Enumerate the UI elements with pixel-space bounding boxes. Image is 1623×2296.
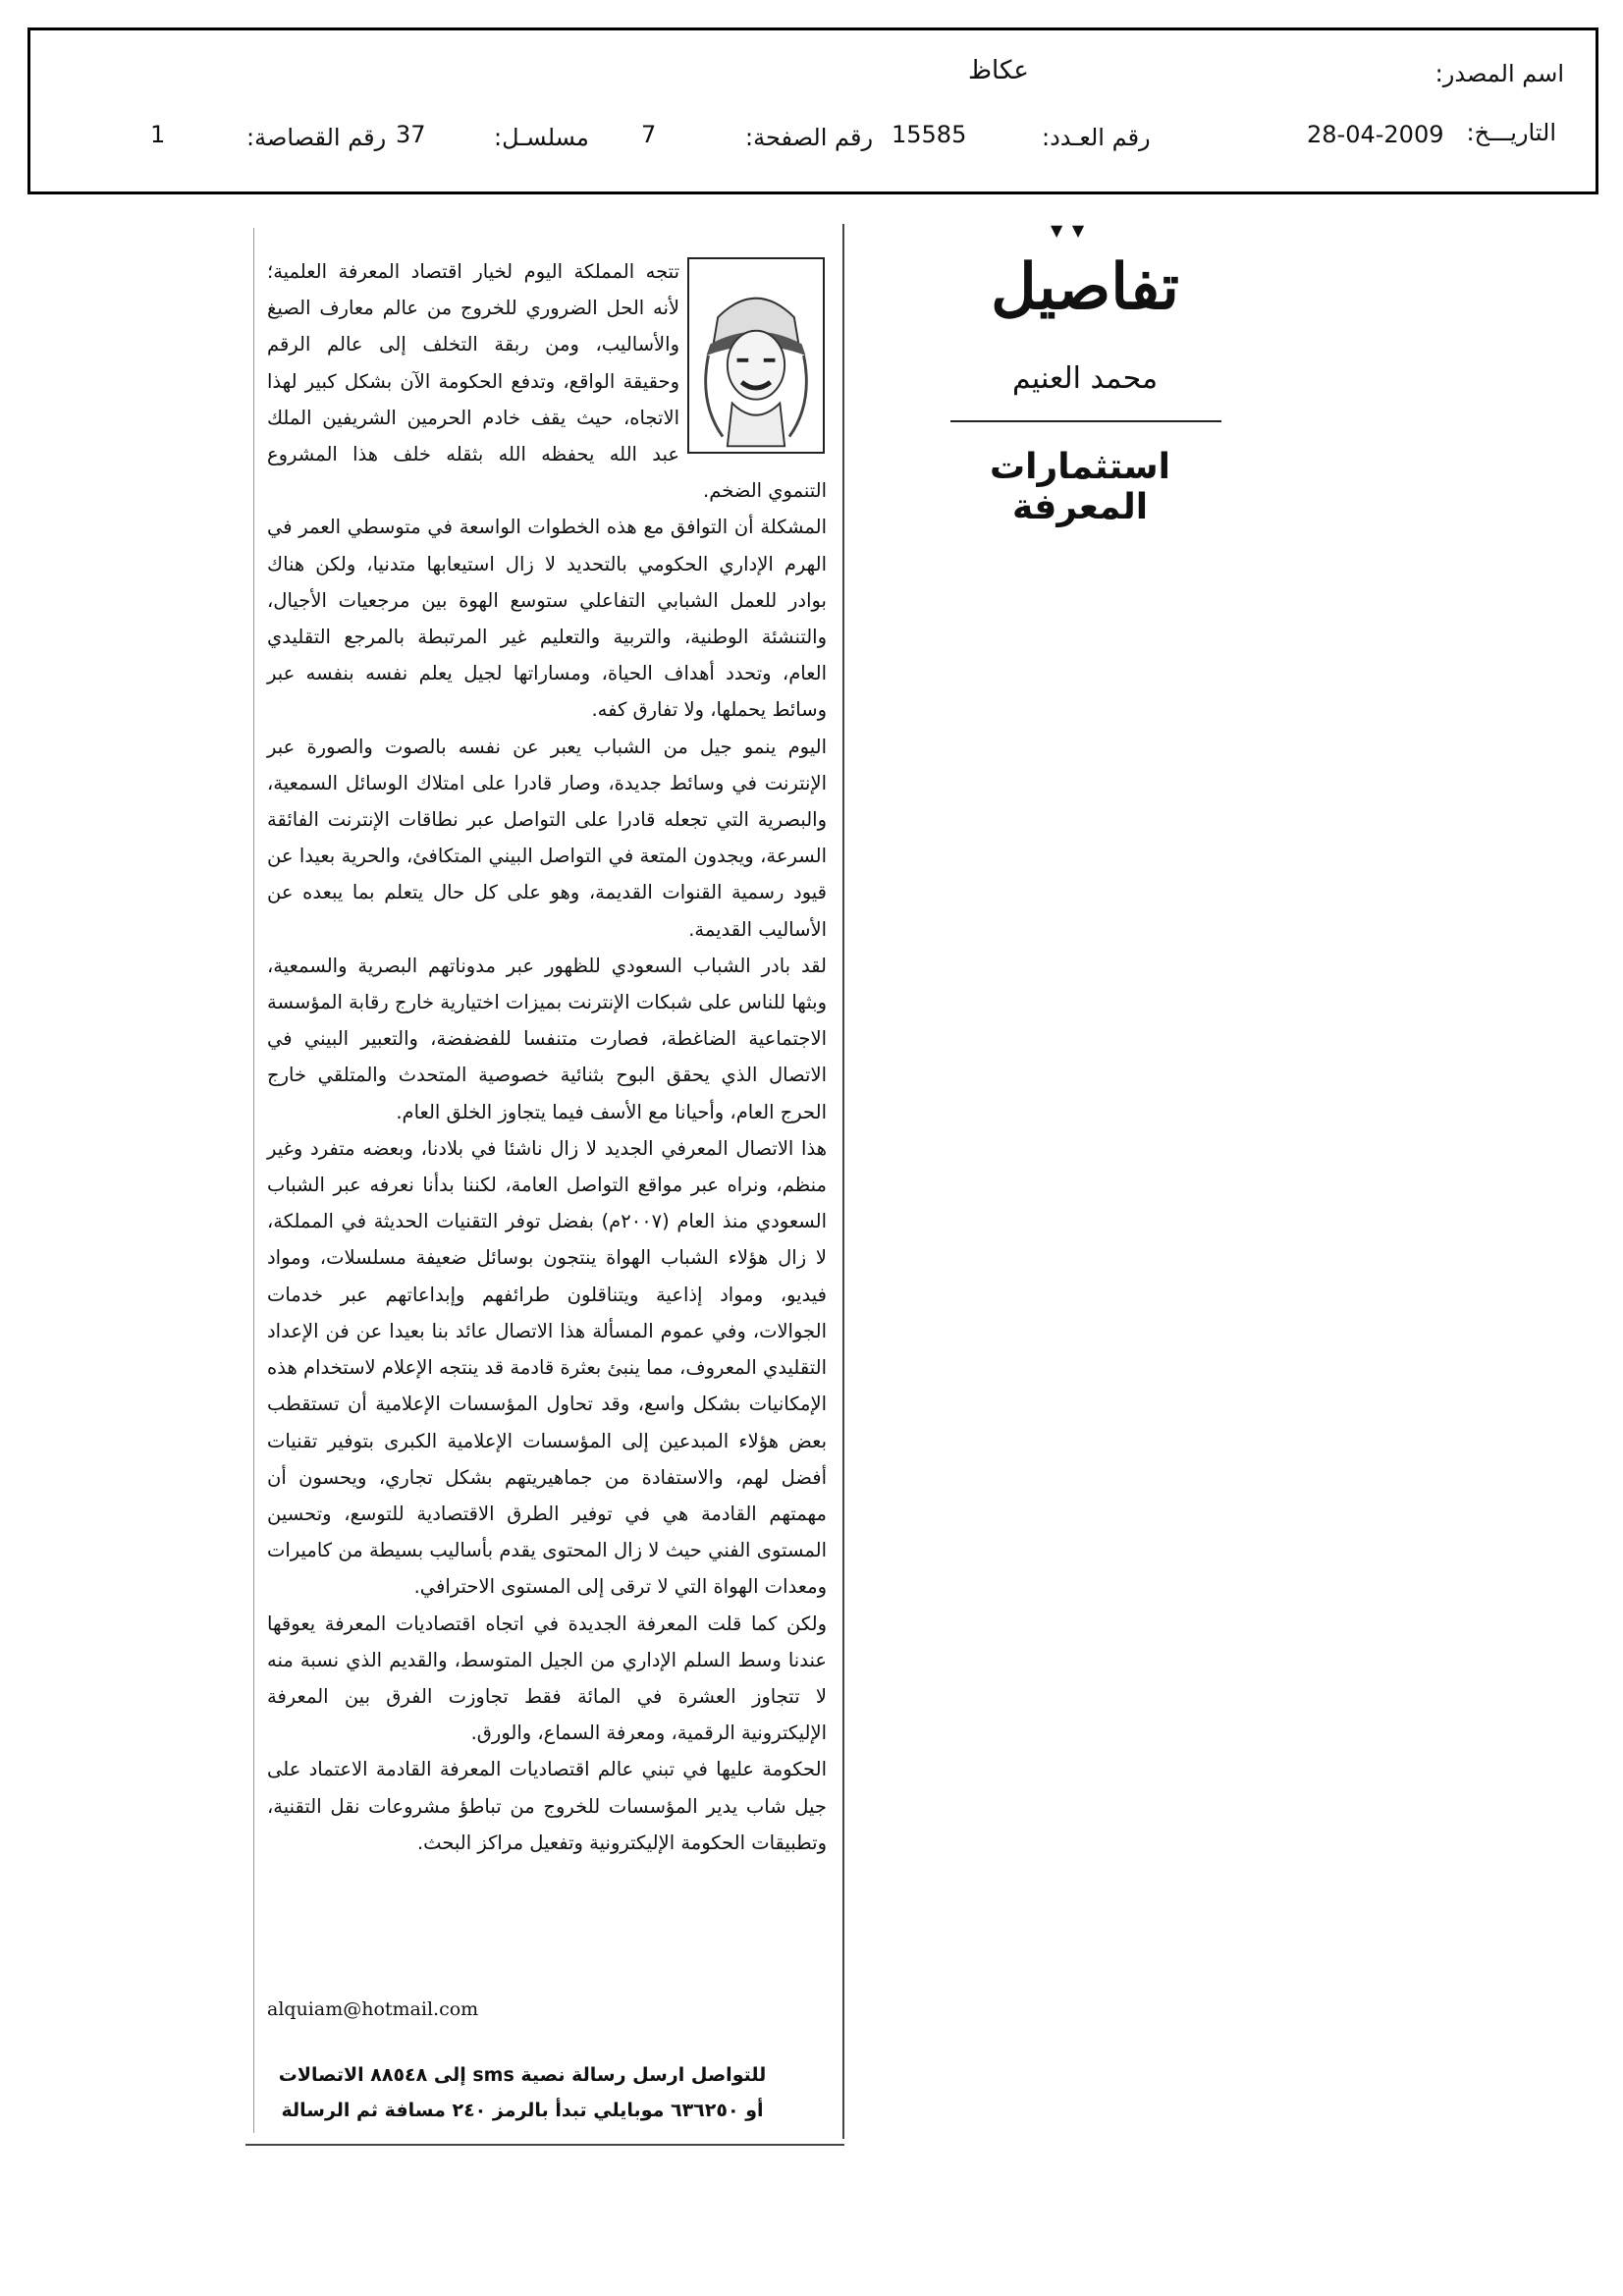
article-paragraph-4: لقد بادر الشباب السعودي للظهور عبر مدوناتهم البصرية والسمعية، وبثها للناس على شبكات الإنترنت بميزات اختيارية خارج رقابة المؤسسة الاجتماعية الضاغطة، فصارت متنفسا للفضفضة، والتعبير البيني في الاتصال الذي يحقق البوح بثنائية خصوصية المتحدث والمتلقي خارج الحرج العام، وأحيانا مع الأسف فيما يتجاوز الخلق العام. bbox=[267, 954, 827, 1123]
column-logo-text: تفاصيل bbox=[991, 250, 1179, 324]
serial-label: مسلسـل: bbox=[494, 124, 589, 151]
article-paragraph-7: الحكومة عليها في تبني عالم اقتصاديات المعرفة القادمة الاعتماد على جيل شاب يدير المؤسسات للخروج من تباطؤ مشروعات نقل التقنية، وتطبيقات الحكومة الإليكترونية وتفعيل مراكز البحث. bbox=[267, 1758, 827, 1854]
document-header bbox=[27, 27, 1598, 194]
logo-dots: ▼ ▼ bbox=[1051, 221, 1087, 240]
author-email: alquiam@hotmail.com bbox=[267, 1998, 479, 2020]
article-paragraph-5: هذا الاتصال المعرفي الجديد لا زال ناشئا في بلادنا، وبعضه متفرد وغير منظم، ونراه عبر مواقع التواصل العامة، لكننا بدأنا نعرفه عبر الشباب السعودي منذ العام (٢٠٠٧م) بفضل توفر التقنيات الحديثة في المملكة، لا زال هؤلاء الشباب الهواة ينتجون بوسائل ضعيفة مسلسلات، ومواد فيديو، ومواد إذاعية ويتناقلون طرائفهم وإبداعاتهم عبر خدمات الجوالات، وفي عموم المسألة هذا الاتصال عائد بنا بعيدا عن فن الإعداد التقليدي المعروف، مما ينبئ بعثرة قادمة قد ينتجه الإعلام لاستخدام هذه الإمكانيات بشكل واسع، وقد تحاول المؤسسات الإعلامية أن تستقطب بعض هؤلاء المبدعين إلى المؤسسات الإعلامية الكبرى بتوفير تقنيات أفضل لهم، والاستفادة من جماهيريتهم بشكل تجاري، ويحسون أن مهمتهم القادمة هي في توفير الطرق الاقتصادية للتوسع، وتحسين المستوى الفني حيث لا زال المحتوى يقدم بأساليب بسيطة من كاميرات ومعدات الهواة التي لا ترقى إلى المستوى الاحترافي. bbox=[267, 1136, 828, 1599]
article-paragraph-3: اليوم ينمو جيل من الشباب يعبر عن نفسه بالصوت والصورة عبر الإنترنت في وسائط جديدة، وصار قادرا على امتلاك الوسائل السمعية، والبصرية التي تجعله قادرا على التواصل عبر نطاقات الإنترنت الفائقة السرعة، ويجدون المتعة في التواصل البيني المتكافئ، والحرية بعيدا عن قيود رسمية القنوات القديمة، وهو على كل حال يتعلم بما يبعده عن الأساليب القديمة. bbox=[267, 735, 827, 941]
column-border-right bbox=[842, 224, 844, 2139]
issue-value: 15585 bbox=[892, 121, 967, 148]
contact-line-1: للتواصل ارسل رسالة نصية sms إلى ٨٨٥٤٨ الاتصالات bbox=[278, 2064, 767, 2086]
column-border-bottom bbox=[245, 2144, 844, 2146]
article-paragraph-6: ولكن كما قلت المعرفة الجديدة في اتجاه اقتصاديات المعرفة يعوقها عندنا وسط السلم الإداري من الجيل المتوسط، والقديم الذي نسبة منه لا تتجاوز العشرة في المائة فقط تجاوزت الفرق بين المعرفة الإليكترونية الرقمية، ومعرفة السماع، والورق. bbox=[267, 1612, 827, 1745]
page-label: رقم الصفحة: bbox=[745, 124, 874, 151]
contact-line-2: أو ٦٣٦٢٥٠ موبايلي تبدأ بالرمز ٢٤٠ مسافة ثم الرسالة bbox=[281, 2100, 764, 2121]
page-value: 7 bbox=[641, 121, 657, 148]
date-label: التاريـــخ: bbox=[1466, 119, 1556, 146]
photo-spacer bbox=[679, 253, 827, 467]
clip-label: رقم القصاصة: bbox=[246, 124, 387, 151]
clip-value: 1 bbox=[150, 121, 166, 148]
contact-info bbox=[267, 2057, 778, 2128]
column-divider bbox=[950, 420, 1221, 422]
article-paragraph-1: تتجه المملكة اليوم لخيار اقتصاد المعرفة العلمية؛ لأنه الحل الضروري للخروج من عالم معارف الصيغ والأساليب، ومن ربقة التخلف إلى عالم الرقم وحقيقة الواقع، وتدفع الحكومة الآن بشكل كبير لهذا الاتجاه، حيث يقف خادم الحرمين الشريفين الملك عبد الله يحفظه الله بثقله خلف هذا المشروع التنموي الضخم. bbox=[267, 260, 827, 503]
issue-label: رقم العـدد: bbox=[1042, 124, 1151, 151]
source-label: اسم المصدر: bbox=[1434, 60, 1564, 87]
article-body bbox=[267, 253, 827, 1992]
serial-value: 37 bbox=[396, 121, 426, 148]
column-border-left bbox=[253, 228, 254, 2133]
date-value: 28-04-2009 bbox=[1307, 121, 1444, 148]
column-logo bbox=[982, 221, 1188, 324]
article-title: استثمارات المعرفة bbox=[989, 447, 1171, 527]
article-paragraph-2: المشكلة أن التوافق مع هذه الخطوات الواسعة في متوسطي العمر في الهرم الإداري الحكومي بالتحديد لا زال استيعابها متدنيا، ولكن هناك بوادر للعمل الشبابي التفاعلي ستوسع الهوة بين مرجعيات الأجيال، والتنشئة الوطنية، والتربية والتعليم غير المرتبطة بالمرجع التقليدي العام، وتحدد أهداف الحياة، ومساراتها لجيل يعلم نفسه بنفسه عبر وسائط يحملها، ولا تفارق كفه. bbox=[267, 516, 827, 722]
column-author: محمد العنيم bbox=[1011, 361, 1159, 396]
source-value: عكاظ bbox=[968, 56, 1029, 85]
